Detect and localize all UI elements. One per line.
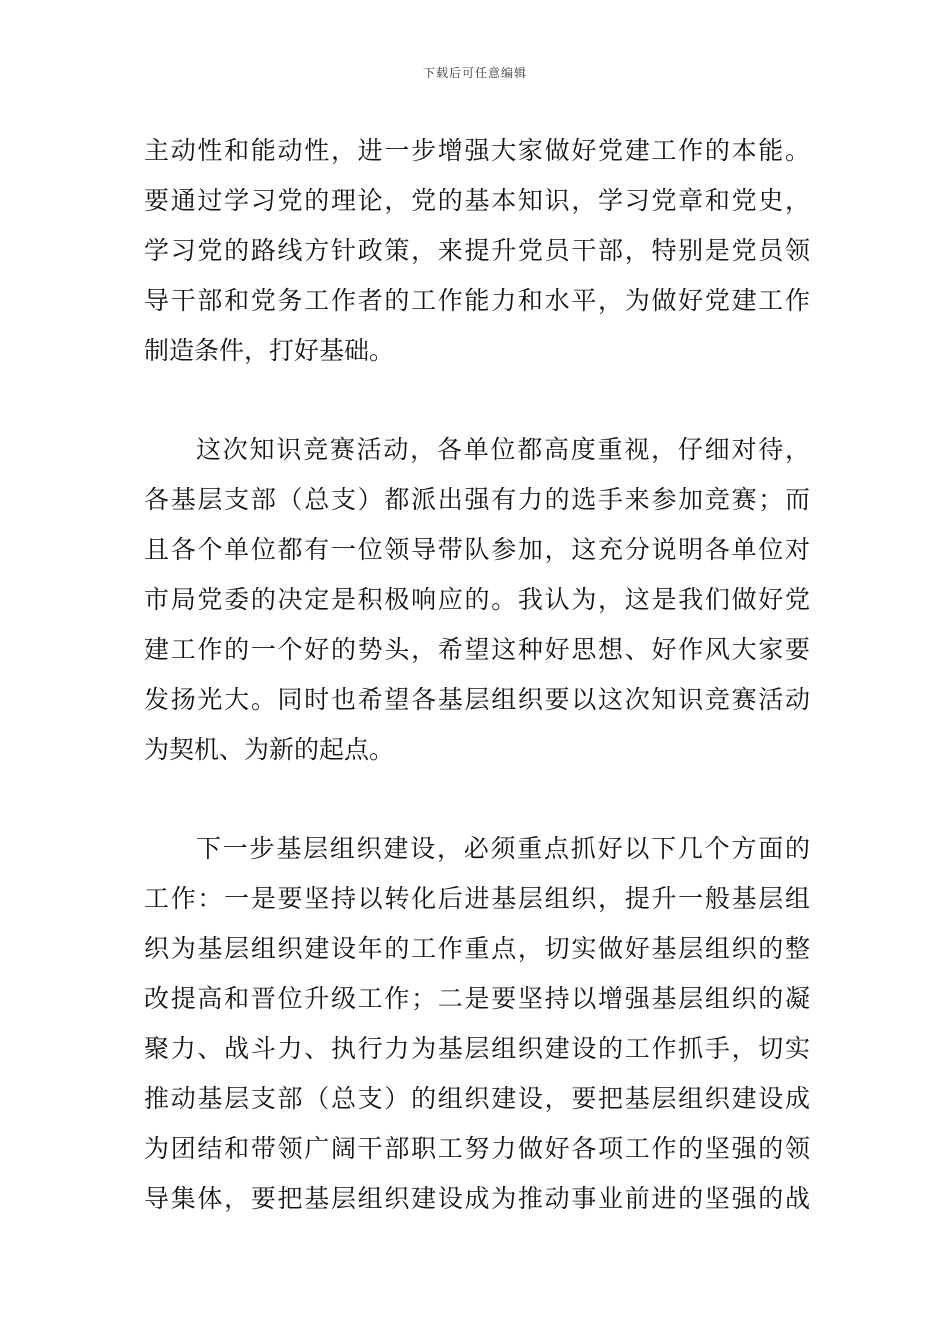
text-line: 织为基层组织建设年的工作重点，切实做好基层组织的整 xyxy=(144,934,810,963)
text-line: 建工作的一个好的势头，希望这种好思想、好作风大家要 xyxy=(144,635,810,664)
document-body xyxy=(144,126,810,1224)
text-line: 工作：一是要坚持以转化后进基层组织，提升一般基层组 xyxy=(144,884,810,913)
text-line: 学习党的路线方针政策，来提升党员干部，特别是党员领 xyxy=(144,236,810,265)
text-line: 下一步基层组织建设，必须重点抓好以下几个方面的 xyxy=(196,834,810,863)
paragraph-gap xyxy=(144,376,810,425)
text-line: 聚力、战斗力、执行力为基层组织建设的工作抓手，切实 xyxy=(144,1034,810,1063)
paragraph-1 xyxy=(144,126,810,376)
text-line: 改提高和晋位升级工作；二是要坚持以增强基层组织的凝 xyxy=(144,984,810,1013)
page-header: 下载后可任意编辑 xyxy=(422,66,527,80)
text-line: 导干部和党务工作者的工作能力和水平，为做好党建工作 xyxy=(144,286,810,315)
text-line: 制造条件，打好基础。 xyxy=(144,336,395,365)
text-line: 导集体，要把基层组织建设成为推动事业前进的坚强的战 xyxy=(144,1184,810,1213)
paragraph-2 xyxy=(144,425,810,775)
text-line: 这次知识竞赛活动，各单位都高度重视，仔细对待， xyxy=(196,435,810,464)
text-line: 要通过学习党的理论，党的基本知识，学习党章和党史， xyxy=(144,186,810,215)
text-line: 各基层支部（总支）都派出强有力的选手来参加竞赛；而 xyxy=(144,485,810,514)
text-line: 为团结和带领广阔干部职工努力做好各项工作的坚强的领 xyxy=(144,1134,810,1163)
text-line: 市局党委的决定是积极响应的。我认为，这是我们做好党 xyxy=(144,585,810,614)
text-line: 为契机、为新的起点。 xyxy=(144,735,395,764)
text-line: 发扬光大。同时也希望各基层组织要以这次知识竞赛活动 xyxy=(144,685,810,714)
text-line: 主动性和能动性，进一步增强大家做好党建工作的本能。 xyxy=(144,136,810,165)
paragraph-gap xyxy=(144,775,810,824)
text-line: 推动基层支部（总支）的组织建设，要把基层组织建设成 xyxy=(144,1084,810,1113)
paragraph-3 xyxy=(144,824,810,1224)
text-line: 且各个单位都有一位领导带队参加，这充分说明各单位对 xyxy=(144,535,810,564)
